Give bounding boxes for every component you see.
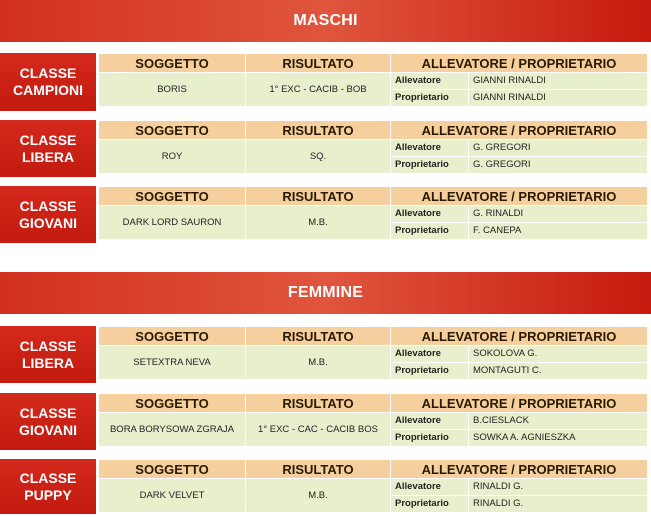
class-block bbox=[0, 186, 651, 243]
results-table bbox=[98, 120, 648, 174]
proprietario-label: Proprietario bbox=[391, 363, 469, 380]
results-table bbox=[98, 326, 648, 380]
risultato-cell: SQ. bbox=[246, 140, 391, 174]
header-allevatore-proprietario: ALLEVATORE / PROPRIETARIO bbox=[391, 187, 648, 206]
allevatore-value: SOKOLOVA G. bbox=[469, 346, 648, 363]
allevatore-value: GIANNI RINALDI bbox=[469, 73, 648, 90]
proprietario-label: Proprietario bbox=[391, 90, 469, 107]
class-block bbox=[0, 53, 651, 111]
header-soggetto: SOGGETTO bbox=[99, 121, 246, 140]
results-table bbox=[98, 393, 648, 447]
proprietario-label: Proprietario bbox=[391, 223, 469, 240]
section-title: MASCHI bbox=[293, 12, 358, 29]
section-banner-femmine bbox=[0, 272, 651, 314]
allevatore-label: Allevatore bbox=[391, 206, 469, 223]
header-allevatore-proprietario: ALLEVATORE / PROPRIETARIO bbox=[391, 394, 648, 413]
allevatore-label: Allevatore bbox=[391, 346, 469, 363]
header-risultato: RISULTATO bbox=[246, 187, 391, 206]
proprietario-value: F. CANEPA bbox=[469, 223, 648, 240]
allevatore-label: Allevatore bbox=[391, 73, 469, 90]
soggetto-cell: DARK LORD SAURON bbox=[99, 206, 246, 240]
proprietario-value: RINALDI G. bbox=[469, 496, 648, 513]
allevatore-value: RINALDI G. bbox=[469, 479, 648, 496]
soggetto-cell: BORA BORYSOWA ZGRAJA bbox=[99, 413, 246, 447]
class-label: CLASSE LIBERA bbox=[0, 326, 96, 383]
soggetto-cell: DARK VELVET bbox=[99, 479, 246, 513]
header-soggetto: SOGGETTO bbox=[99, 394, 246, 413]
class-block bbox=[0, 120, 651, 177]
header-soggetto: SOGGETTO bbox=[99, 327, 246, 346]
proprietario-label: Proprietario bbox=[391, 157, 469, 174]
allevatore-value: G. RINALDI bbox=[469, 206, 648, 223]
proprietario-value: MONTAGUTI C. bbox=[469, 363, 648, 380]
results-table bbox=[98, 186, 648, 240]
risultato-cell: M.B. bbox=[246, 479, 391, 513]
header-risultato: RISULTATO bbox=[246, 460, 391, 479]
header-risultato: RISULTATO bbox=[246, 121, 391, 140]
allevatore-value: G. GREGORI bbox=[469, 140, 648, 157]
risultato-cell: 1° EXC - CAC - CACIB BOS bbox=[246, 413, 391, 447]
allevatore-label: Allevatore bbox=[391, 140, 469, 157]
proprietario-label: Proprietario bbox=[391, 430, 469, 447]
header-allevatore-proprietario: ALLEVATORE / PROPRIETARIO bbox=[391, 54, 648, 73]
header-soggetto: SOGGETTO bbox=[99, 187, 246, 206]
allevatore-label: Allevatore bbox=[391, 479, 469, 496]
header-soggetto: SOGGETTO bbox=[99, 460, 246, 479]
header-risultato: RISULTATO bbox=[246, 394, 391, 413]
header-risultato: RISULTATO bbox=[246, 327, 391, 346]
class-block bbox=[0, 393, 651, 450]
proprietario-value: GIANNI RINALDI bbox=[469, 90, 648, 107]
class-block bbox=[0, 326, 651, 383]
risultato-cell: 1° EXC - CACIB - BOB bbox=[246, 73, 391, 107]
allevatore-value: B.CIESLACK bbox=[469, 413, 648, 430]
section-title: FEMMINE bbox=[287, 284, 364, 301]
proprietario-value: G. GREGORI bbox=[469, 157, 648, 174]
proprietario-label: Proprietario bbox=[391, 496, 469, 513]
header-soggetto: SOGGETTO bbox=[99, 54, 246, 73]
results-table bbox=[98, 459, 648, 513]
risultato-cell: M.B. bbox=[246, 346, 391, 380]
class-label: CLASSE PUPPY bbox=[0, 459, 96, 514]
class-label: CLASSE GIOVANI bbox=[0, 393, 96, 450]
soggetto-cell: BORIS bbox=[99, 73, 246, 107]
header-allevatore-proprietario: ALLEVATORE / PROPRIETARIO bbox=[391, 327, 648, 346]
results-table bbox=[98, 53, 648, 107]
class-label: CLASSE GIOVANI bbox=[0, 186, 96, 243]
header-risultato: RISULTATO bbox=[246, 54, 391, 73]
soggetto-cell: SETEXTRA NEVA bbox=[99, 346, 246, 380]
header-allevatore-proprietario: ALLEVATORE / PROPRIETARIO bbox=[391, 460, 648, 479]
header-allevatore-proprietario: ALLEVATORE / PROPRIETARIO bbox=[391, 121, 648, 140]
proprietario-value: SOWKA A. AGNIESZKA bbox=[469, 430, 648, 447]
soggetto-cell: ROY bbox=[99, 140, 246, 174]
allevatore-label: Allevatore bbox=[391, 413, 469, 430]
risultato-cell: M.B. bbox=[246, 206, 391, 240]
class-label: CLASSE CAMPIONI bbox=[0, 53, 96, 111]
class-block bbox=[0, 459, 651, 514]
section-banner-maschi bbox=[0, 0, 651, 42]
class-label: CLASSE LIBERA bbox=[0, 120, 96, 177]
